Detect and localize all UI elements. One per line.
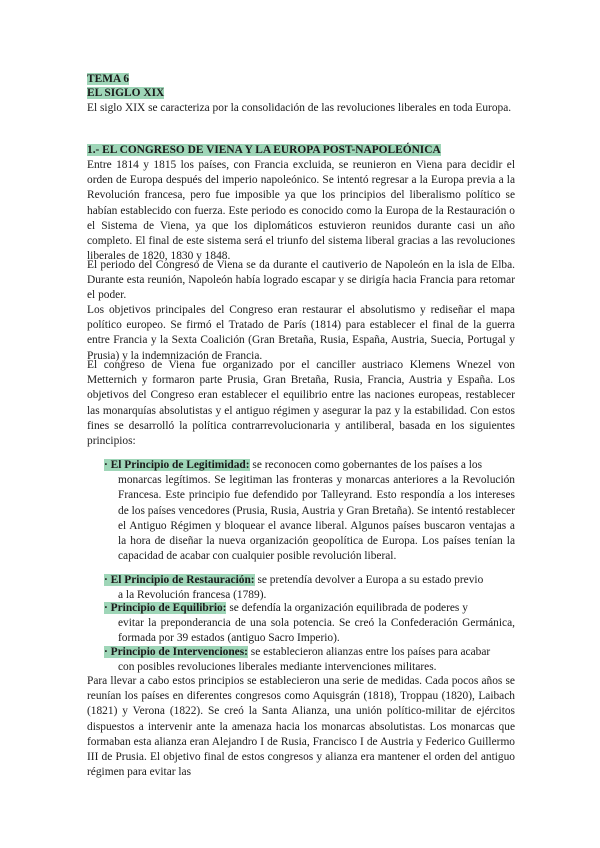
paragraph-5: Para llevar a cabo estos principios se establecieron una serie de medidas. Cada pocos años se reunían los países en diferentes congresos como Aquisgrán (1818), Troppau (1820), Laibach (1821) y Verona (1822). Se creó la Santa Alianza, una unión político-militar de ejércitos dispuestos a intervenir ante la amenaza hacia los monarcas absolutistas. Los monarcas que formaban esta alianza eran Alejandro I de Rusia, Francisco I de Austria y Federico Guillermo III de Prusia. El objetivo final de estos congresos y alianza era mantener el orden del antiguo régimen para evitar las <box>87 675 515 779</box>
paragraph-3: Los objetivos principales del Congreso eran restaurar el absolutismo y rediseñar el mapa político europeo. Se firmó el Tratado de París (1814) para establecer el final de la guerra entre Francia y la Sexta Coalición (Gran Bretaña, Rusia, España, Austria, Suecia, Portugal y Prusia) y la indemnización de Francia. <box>87 304 515 362</box>
bullet-label: · Principio de Intervenciones: <box>104 646 248 658</box>
tema-label: TEMA 6 <box>87 73 130 85</box>
paragraph-1: Entre 1814 y 1815 los países, con Francia excluida, se reunieron en Viena para decidir el orden de Europa después del imperio napoleónico. Se intentó regresar a la Europa previa a la Revolución francesa, pero fue imposible ya que los principios del liberalismo político se habían establecido con fuerza. Este periodo es conocido como la Europa de la Restauración o el Sistema de Viena, ya que los diplomáticos estuvieron reunidos durante casi un año completo. El final de este sistema será el triunfo del sistema liberal gracias a las revoluciones liberales de 1820, 1830 y 1848. <box>87 159 515 263</box>
bullet-label: · El Principio de Restauración: <box>104 574 255 586</box>
section-heading: 1.- EL CONGRESO DE VIENA Y LA EUROPA POST-NAPOLEÓNICA <box>87 144 441 156</box>
bullet-label: · Principio de Equilibrio: <box>104 602 227 614</box>
page-title: EL SIGLO XIX <box>87 87 165 99</box>
paragraph-2: El periodo del Congreso de Viena se da durante el cautiverio de Napoleón en la isla de Elba. Durante esta reunión, Napoleón había logrado escapar y se dirigía hacia Francia para retomar el poder. <box>87 259 515 302</box>
bullet-intervenciones: · Principio de Intervenciones: se establecieron alianzas entre los países para acabar con posibles revoluciones liberales mediante intervenciones militares. <box>104 646 491 674</box>
bullet-restauracion: · El Principio de Restauración: se pretendía devolver a Europa a su estado previo a la Revolución francesa (1789). <box>104 574 484 602</box>
bullet-label: · El Principio de Legitimidad: <box>104 459 250 471</box>
bullet-equilibrio: · Principio de Equilibrio: se defendía la organización equilibrada de poderes y evitar la preponderancia de una sola potencia. Se creó la Confederación Germánica, formada por 39 estados (antiguo Sacro Imperio). <box>104 602 515 645</box>
intro-paragraph: El siglo XIX se caracteriza por la consolidación de las revoluciones liberales en toda Europa. <box>87 102 512 114</box>
paragraph-4: El congreso de Viena fue organizado por el canciller austriaco Klemens Wnezel von Metternich y formaron parte Prusia, Gran Bretaña, Rusia, Francia, Austria y España. Los objetivos del Congreso eran establecer el equilibrio entre las naciones europeas, restablecer las monarquías absolutistas y el antiguo régimen y asegurar la paz y la estabilidad. Con estos fines se desarrolló la política contrarrevolucionaria y antiliberal, basada en los siguientes principios: <box>87 359 515 448</box>
bullet-legitimidad: · El Principio de Legitimidad: se reconocen como gobernantes de los países a los monarcas legítimos. Se legitiman las fronteras y monarcas anteriores a la Revolución Francesa. Este principio fue defendido por Talleyrand. Esto respondía a los intereses de los países vencedores (Prusia, Rusia, Austria y Gran Bretaña). Se intentó restablecer el Antiguo Régimen y bloquear el avance liberal. Algunos países buscaron ventajas a la hora de diseñar la nueva organización geopolítica de Europa. Los países tenían la capacidad de acabar con cualquier posible revolución liberal. <box>104 459 515 563</box>
